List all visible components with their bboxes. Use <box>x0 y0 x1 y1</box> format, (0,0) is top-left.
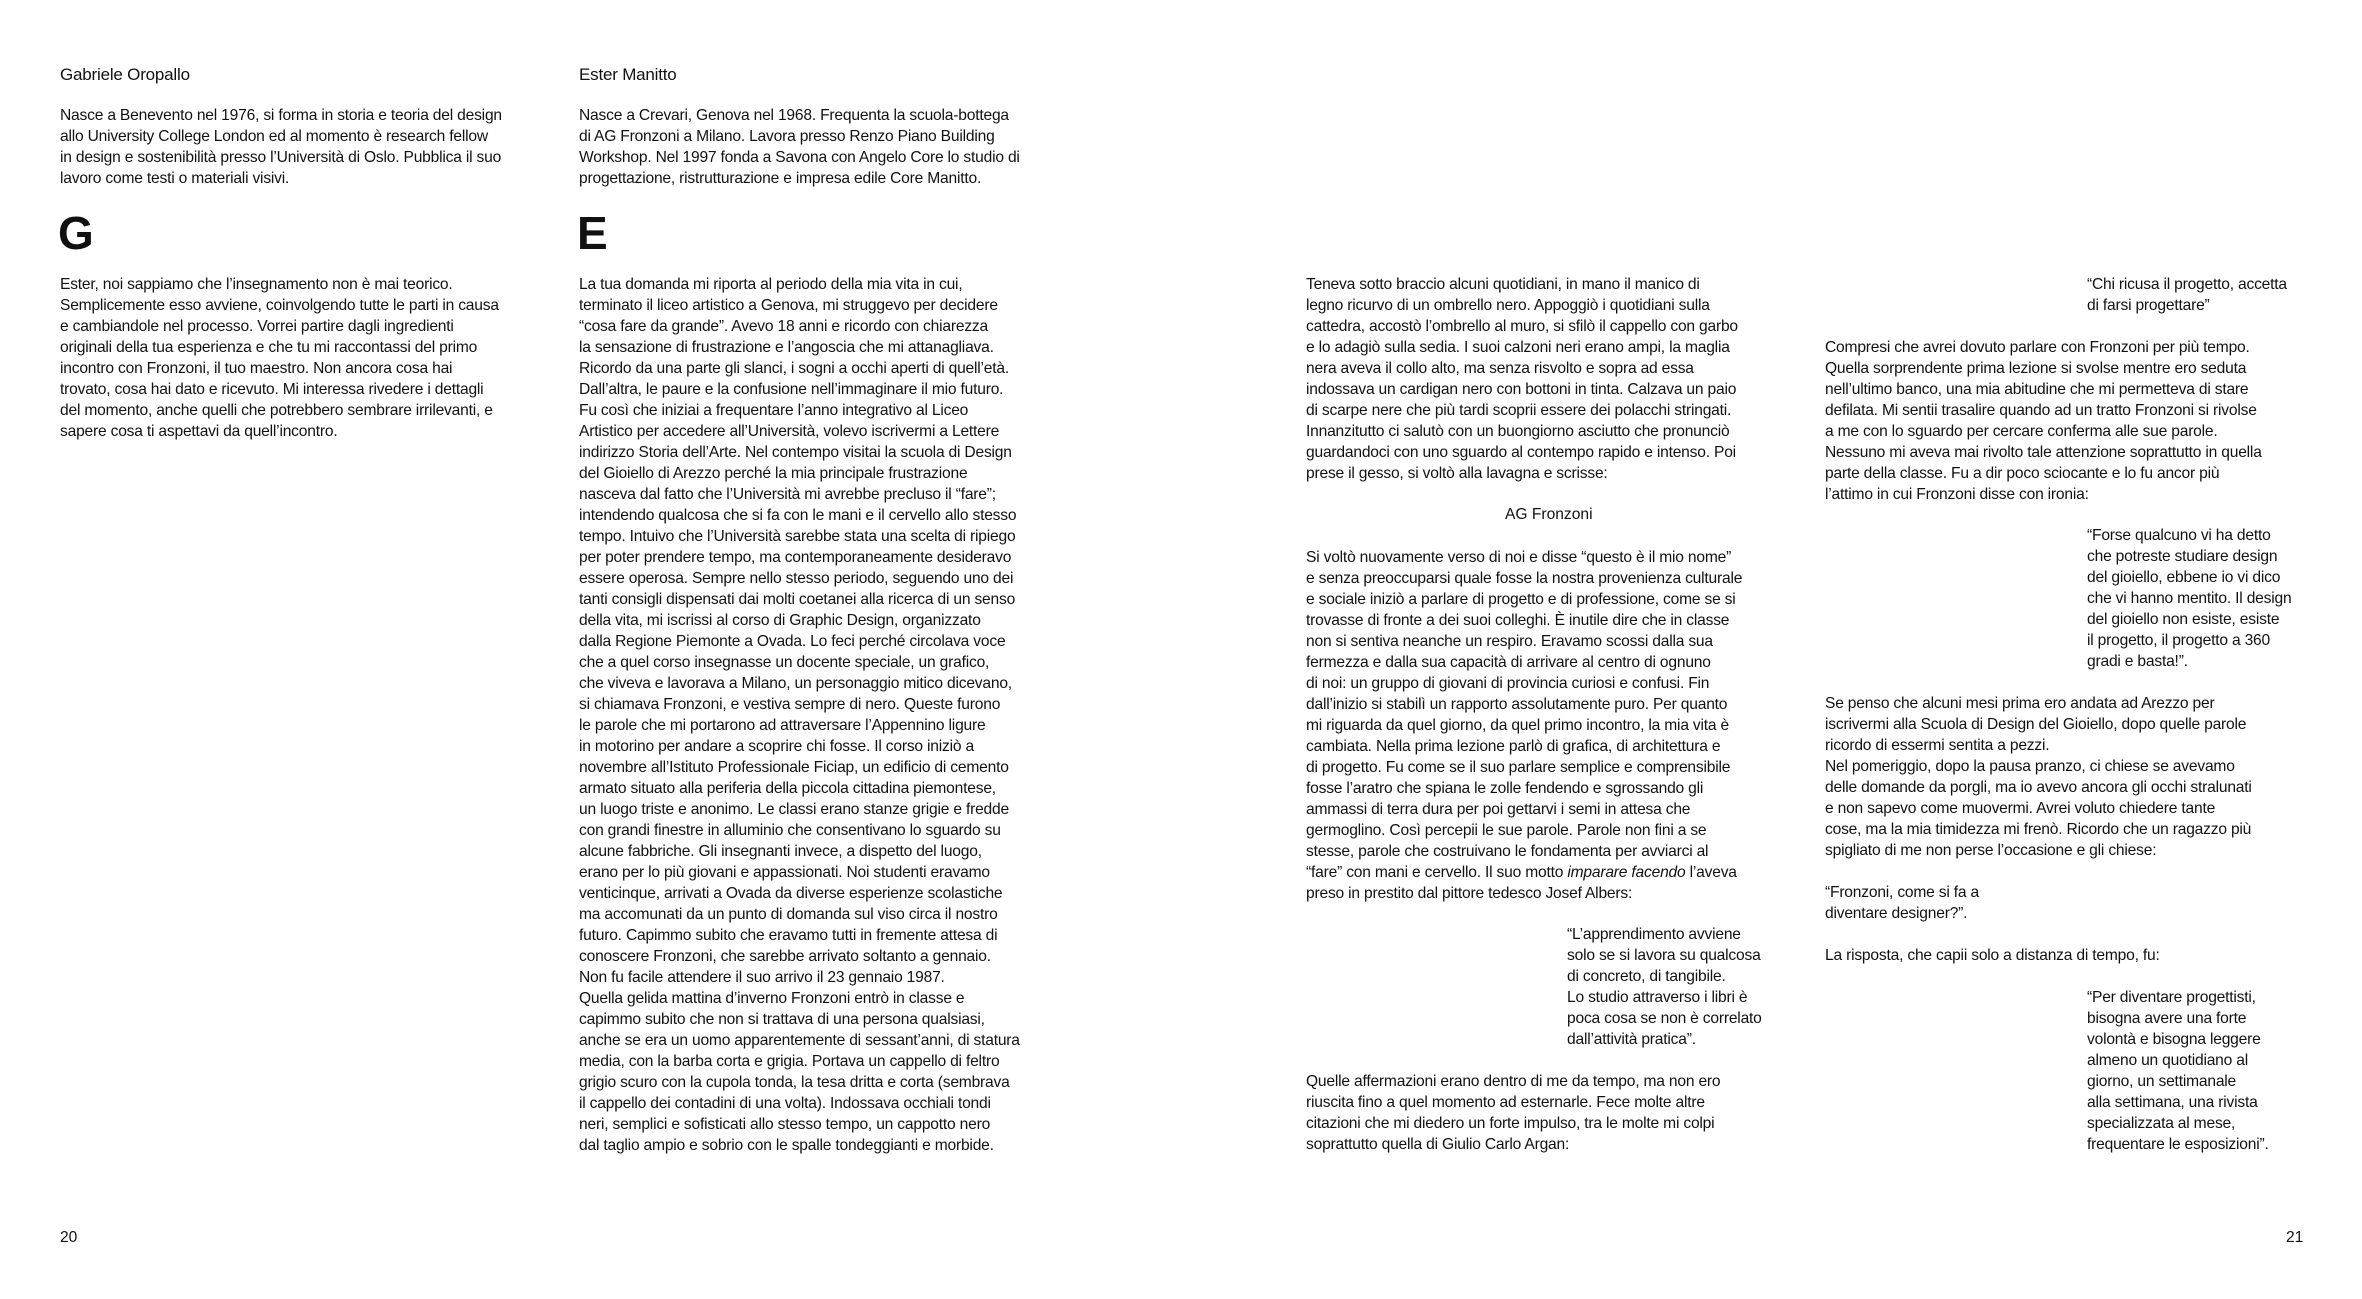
text-line: che viveva e lavorava a Milano, un personaggio mitico dicevano, <box>579 675 1012 692</box>
text-line: intendendo qualcosa che si fa con le mani e il cervello allo stesso <box>579 507 1017 524</box>
text-line: allo University College London ed al momento è research fellow <box>60 128 488 145</box>
text-line: di scarpe nere che più tardi scoprii essere dei polacchi stringati. <box>1306 402 1732 419</box>
text-line: e senza preoccuparsi quale fosse la nostra provenienza culturale <box>1306 570 1743 587</box>
text-line: Artistico per accedere all’Università, volevo iscrivermi a Lettere <box>579 423 1000 440</box>
text-line: Non fu facile attendere il suo arrivo il 23 gennaio 1987. <box>579 969 945 986</box>
text-line: Nasce a Crevari, Genova nel 1968. Frequenta la scuola-bottega <box>579 107 1009 124</box>
text-line: Compresi che avrei dovuto parlare con Fronzoni per più tempo. <box>1825 339 2250 356</box>
text-line: Nel pomeriggio, dopo la pausa pranzo, ci chiese se avevamo <box>1825 758 2235 775</box>
text-line: indossava un cardigan nero con bottoni in tinta. Calzava un paio <box>1306 381 1737 398</box>
text-line: e non sapevo come muovermi. Avrei voluto chiedere tante <box>1825 800 2216 817</box>
text-line: “L’apprendimento avviene <box>1567 926 1741 943</box>
quote-gioiello <box>2087 525 2291 672</box>
text-line: incontro con Fronzoni, il tuo maestro. Non ancora cosa hai <box>60 360 453 377</box>
text-line: della vita, mi iscrissi al corso di Graphic Design, organizzato <box>579 612 981 629</box>
text-line: anche se era un uomo apparentemente di sessant’anni, di statura <box>579 1032 1020 1049</box>
text-line: alla settimana, una rivista <box>2087 1094 2258 1111</box>
text-line: dall’inizio si stabilì un rapporto assolutamente puro. Per quanto <box>1306 696 1728 713</box>
text-line: del Gioiello di Arezzo perché la mia principale frustrazione <box>579 465 968 482</box>
text-line: Semplicemente esso avviene, coinvolgendo tutte le parti in causa <box>60 297 499 314</box>
text-line: originali della tua esperienza e che tu mi raccontassi del primo <box>60 339 478 356</box>
text-line: che potreste studiare design <box>2087 548 2278 565</box>
text-line: il progetto, il progetto a 360 <box>2087 632 2270 649</box>
text-line: trovato, cosa hai dato e ricevuto. Mi interessa rivedere i dettagli <box>60 381 484 398</box>
text-line: cattedra, accostò l’ombrello al muro, si sfilò il cappello con garbo <box>1306 318 1738 335</box>
interview-answer-manitto <box>579 274 1020 1156</box>
quote-albers <box>1567 924 1762 1050</box>
text-line: del momento, anche quelli che potrebbero sembrare irrilevanti, e <box>60 402 493 419</box>
text-line: e lo adagiò sulla sedia. I suoi calzoni neri erano ampi, la maglia <box>1306 339 1730 356</box>
text-line: mi riguarda da quel giorno, da quel primo incontro, la mia vita è <box>1306 717 1729 734</box>
motto-line <box>1306 862 1742 883</box>
text-line: “Chi ricusa il progetto, accetta <box>2087 276 2287 293</box>
text-line: ammassi di terra dura per poi gettarvi i semi in attesa che <box>1306 801 1691 818</box>
text-line: parte della classe. Fu a dir poco sciocante e lo fu ancor più <box>1825 465 2220 482</box>
text-line: diventare designer?”. <box>1825 905 1968 922</box>
text-line: Lo studio attraverso i libri è <box>1567 989 1748 1006</box>
motto-italic: imparare facendo <box>1567 864 1686 881</box>
text-line: giorno, un settimanale <box>2087 1073 2237 1090</box>
text-line: di concreto, di tangibile. <box>1567 968 1726 985</box>
text-line: lavoro come testi o materiali visivi. <box>60 170 290 187</box>
text-line: Dall’altra, le paure e la confusione nell’immaginare il mio futuro. <box>579 381 1004 398</box>
text-line: gradi e basta!”. <box>2087 653 2188 670</box>
text-line: nera aveva il collo alto, ma senza risvolto e sopra ad essa <box>1306 360 1694 377</box>
text-line: volontà e bisogna leggere <box>2087 1031 2261 1048</box>
text-line: Si voltò nuovamente verso di noi e disse “questo è il mio nome” <box>1306 549 1732 566</box>
text-line: fosse l’aratro che spiana le zolle fendendo e sgrossando gli <box>1306 780 1704 797</box>
text-line: sapere cosa ti aspettavi da quell’incontro. <box>60 423 338 440</box>
text-line: nell’ultimo banco, una mia abitudine che mi permetteva di stare <box>1825 381 2249 398</box>
text-line: con grandi finestre in alluminio che consentivano lo sguardo su <box>579 822 1001 839</box>
text-line: per poter prendere tempo, ma contemporaneamente desideravo <box>579 549 1012 566</box>
text-line: almeno un quotidiano al <box>2087 1052 2248 1069</box>
text-line: progettazione, ristrutturazione e impresa edile Core Manitto. <box>579 170 982 187</box>
text-line: media, con la barba corta e grigia. Portava un cappello di feltro <box>579 1053 1000 1070</box>
text-line: novembre all’Istituto Professionale Ficiap, un edificio di cemento <box>579 759 1009 776</box>
text-line: fermezza e dalla sua capacità di arrivare al centro di ognuno <box>1306 654 1711 671</box>
text-line: Se penso che alcuni mesi prima ero andata ad Arezzo per <box>1825 695 2215 712</box>
text-line: cose, ma la mia timidezza mi frenò. Ricordo che un ragazzo più <box>1825 821 2252 838</box>
text-line: terminato il liceo artistico a Genova, mi struggevo per decidere <box>579 297 998 314</box>
text-line: spigliato di me non perse l’occasione e gli chiese: <box>1825 842 2157 859</box>
text-line: iscrivermi alla Scuola di Design del Gioiello, dopo quelle parole <box>1825 716 2247 733</box>
text-line: trovasse di fronte a dei suoi colleghi. È inutile dire che in classe <box>1306 612 1730 629</box>
text-line: ma accomunati da un punto di domanda sul viso circa il nostro <box>579 906 998 923</box>
body-paragraph-argan-intro <box>1306 1071 1720 1155</box>
text-line: defilata. Mi sentii trasalire quando ad un tratto Fronzoni si rivolse <box>1825 402 2257 419</box>
text-line: Innanzitutto ci salutò con un buongiorno asciutto che pronunciò <box>1306 423 1730 440</box>
text-line: Nessuno mi aveva mai rivolto tale attenzione soprattutto in quella <box>1825 444 2262 461</box>
text-line: il cappello dei contadini di una volta). Indossava occhiali tondi <box>579 1095 991 1112</box>
text-line: e sociale iniziò a parlare di progetto e di professione, come se si <box>1306 591 1736 608</box>
drop-initial-g: G <box>58 207 94 259</box>
text-line: frequentare le esposizioni”. <box>2087 1136 2269 1153</box>
text-line: a me con lo sguardo per cercare conferma alle sue parole. <box>1825 423 2218 440</box>
text-line: un luogo triste e anonimo. Le classi erano stanze grigie e fredde <box>579 801 1009 818</box>
text-line: Nasce a Benevento nel 1976, si forma in storia e teoria del design <box>60 107 502 124</box>
text-line: alcune fabbriche. Gli insegnanti invece, a dispetto del luogo, <box>579 843 982 860</box>
text-line: tempo. Intuivo che l’Università sarebbe stata una scelta di ripiego <box>579 528 1016 545</box>
drop-initial-e: E <box>577 207 608 259</box>
text-line: l’attimo in cui Fronzoni disse con ironia: <box>1825 486 2089 503</box>
body-paragraph-first-lesson-seat <box>1825 337 2262 505</box>
text-line: dalla Regione Piemonte a Ovada. Lo feci perché circolava voce <box>579 633 1006 650</box>
text-line: che a quel corso insegnasse un docente speciale, un grafico, <box>579 654 990 671</box>
text-line: guardandoci con uno sguardo al contempo rapido e intenso. Poi <box>1306 444 1736 461</box>
interview-question-oropallo <box>60 274 499 442</box>
author-name-manitto: Ester Manitto <box>579 65 677 84</box>
quote-argan <box>2087 274 2287 316</box>
text-line: citazioni che mi diedero un forte impulso, tra le molte mi colpi <box>1306 1115 1715 1132</box>
author-bio-manitto <box>579 105 1020 189</box>
text-line: Workshop. Nel 1997 fonda a Savona con Angelo Core lo studio di <box>579 149 1020 166</box>
text-line: in motorino per andare a scoprire chi fosse. Il corso iniziò a <box>579 738 974 755</box>
text-line: “cosa fare da grande”. Avevo 18 anni e ricordo con chiarezza <box>579 318 988 335</box>
author-bio-oropallo <box>60 105 502 189</box>
paragraph-last-line: preso in prestito dal pittore tedesco Josef Albers: <box>1306 885 1633 902</box>
body-paragraph-afternoon <box>1825 693 2252 861</box>
text-line: che vi hanno mentito. Il design <box>2087 590 2292 607</box>
text-line: futuro. Capimmo subito che eravamo tutti in fremente attesa di <box>579 927 998 944</box>
text-line: La tua domanda mi riporta al periodo della mia vita in cui, <box>579 276 963 293</box>
text-line: le parole che mi portarono ad attraversare l’Appennino ligure <box>579 717 986 734</box>
board-inscription: AG Fronzoni <box>1505 506 1593 523</box>
text-line: capimmo subito che non si trattava di una persona qualsiasi, <box>579 1011 985 1028</box>
text-line: Quella sorprendente prima lezione si svolse mentre ero seduta <box>1825 360 2247 377</box>
text-line: grigio scuro con la cupola tonda, la tesa dritta e corta (sembrava <box>579 1074 1010 1091</box>
student-question <box>1825 882 1979 924</box>
page-number-right: 21 <box>2286 1229 2304 1246</box>
motto-line-end: l’aveva <box>1685 864 1737 881</box>
text-line: di AG Fronzoni a Milano. Lavora presso Renzo Piano Building <box>579 128 995 145</box>
body-paragraph-answer-intro <box>1825 945 2160 966</box>
text-line: La risposta, che capii solo a distanza di tempo, fu: <box>1825 947 2160 964</box>
text-line: Teneva sotto braccio alcuni quotidiani, in mano il manico di <box>1306 276 1700 293</box>
text-line: tanti consigli dispensati dai molti coetanei alla ricerca di un senso <box>579 591 1016 608</box>
body-paragraph-lesson <box>1306 274 1738 484</box>
text-line: bisogna avere una forte <box>2087 1010 2247 1027</box>
text-line: la sensazione di frustrazione e l’angoscia che mi attanagliava. <box>579 339 994 356</box>
text-line: Ricordo da una parte gli slanci, i sogni a occhi aperti di quell’età. <box>579 360 1010 377</box>
motto-line-start: “fare” con mani e cervello. Il suo motto <box>1306 864 1568 881</box>
text-line: dal taglio ampio e sobrio con le spalle tondeggianti e morbide. <box>579 1137 994 1154</box>
text-line: “Fronzoni, come si fa a <box>1825 884 1979 901</box>
text-line: “Forse qualcuno vi ha detto <box>2087 527 2271 544</box>
text-line: di farsi progettare” <box>2087 297 2210 314</box>
text-line: Quelle affermazioni erano dentro di me da tempo, ma non ero <box>1306 1073 1721 1090</box>
text-line: indirizzo Storia dell’Arte. Nel contempo visitai la scuola di Design <box>579 444 1012 461</box>
text-line: nasceva dal fatto che l’Università mi avrebbe precluso il “fare”; <box>579 486 996 503</box>
text-line: prese il gesso, si voltò alla lavagna e scrisse: <box>1306 465 1608 482</box>
text-line: non si sentiva neanche un respiro. Eravamo scossi dalla sua <box>1306 633 1713 650</box>
text-line: cambiata. Nella prima lezione parlò di grafica, di architettura e <box>1306 738 1721 755</box>
text-line: delle domande da porgli, ma io avevo ancora gli occhi stralunati <box>1825 779 2252 796</box>
text-line: dall’attività pratica”. <box>1567 1031 1696 1048</box>
text-line: germoglino. Così percepii le sue parole. Parole non fini a se <box>1306 822 1707 839</box>
text-line: stesse, parole che costruivano le fondamenta per avviarci al <box>1306 843 1709 860</box>
page-number-left: 20 <box>60 1229 78 1246</box>
paragraph-lines <box>1306 547 1742 862</box>
text-line: di progetto. Fu come se il suo parlare semplice e comprensibile <box>1306 759 1731 776</box>
text-line: neri, semplici e sofisticati allo stesso tempo, un cappotto nero <box>579 1116 991 1133</box>
text-line: del gioiello, ebbene io vi dico <box>2087 569 2281 586</box>
text-line: conoscere Fronzoni, che sarebbe arrivato soltanto a gennaio. <box>579 948 991 965</box>
text-line: essere operosa. Sempre nello stesso periodo, seguendo uno dei <box>579 570 1014 587</box>
text-line: specializzata al mese, <box>2087 1115 2236 1132</box>
text-line: di noi: un gruppo di giovani di provincia curiosi e confusi. Fin <box>1306 675 1710 692</box>
text-line: Quella gelida mattina d’inverno Fronzoni entrò in classe e <box>579 990 965 1007</box>
text-line: “Per diventare progettisti, <box>2087 989 2256 1006</box>
author-name-oropallo: Gabriele Oropallo <box>60 65 190 84</box>
text-line: e cambiandole nel processo. Vorrei partire dagli ingredienti <box>60 318 454 335</box>
body-paragraph-first-lesson <box>1306 547 1742 904</box>
text-line: poca cosa se non è correlato <box>1567 1010 1762 1027</box>
text-line: ricordo di essermi sentita a pezzi. <box>1825 737 2050 754</box>
text-line: venticinque, arrivati a Ovada da diverse esperienze scolastiche <box>579 885 1003 902</box>
text-line: legno ricurvo di un ombrello nero. Appoggiò i quotidiani sulla <box>1306 297 1710 314</box>
text-line: solo se si lavora su qualcosa <box>1567 947 1761 964</box>
text-line: armato situato alla periferia della piccola cittadina piemontese, <box>579 780 996 797</box>
text-line: Fu così che iniziai a frequentare l’anno integrativo al Liceo <box>579 402 969 419</box>
text-line: erano per lo più giovani e appassionati. Noi studenti eravamo <box>579 864 990 881</box>
text-line: in design e sostenibilità presso l’Università di Oslo. Pubblica il suo <box>60 149 502 166</box>
text-line: si chiamava Fronzoni, e vestiva sempre di nero. Queste furono <box>579 696 1001 713</box>
text-line: Ester, noi sappiamo che l’insegnamento non è mai teorico. <box>60 276 453 293</box>
text-line: del gioiello non esiste, esiste <box>2087 611 2280 628</box>
quote-answer <box>2087 987 2269 1155</box>
text-line: riuscita fino a quel momento ad esternarle. Fece molte altre <box>1306 1094 1705 1111</box>
text-line: soprattutto quella di Giulio Carlo Argan: <box>1306 1136 1570 1153</box>
